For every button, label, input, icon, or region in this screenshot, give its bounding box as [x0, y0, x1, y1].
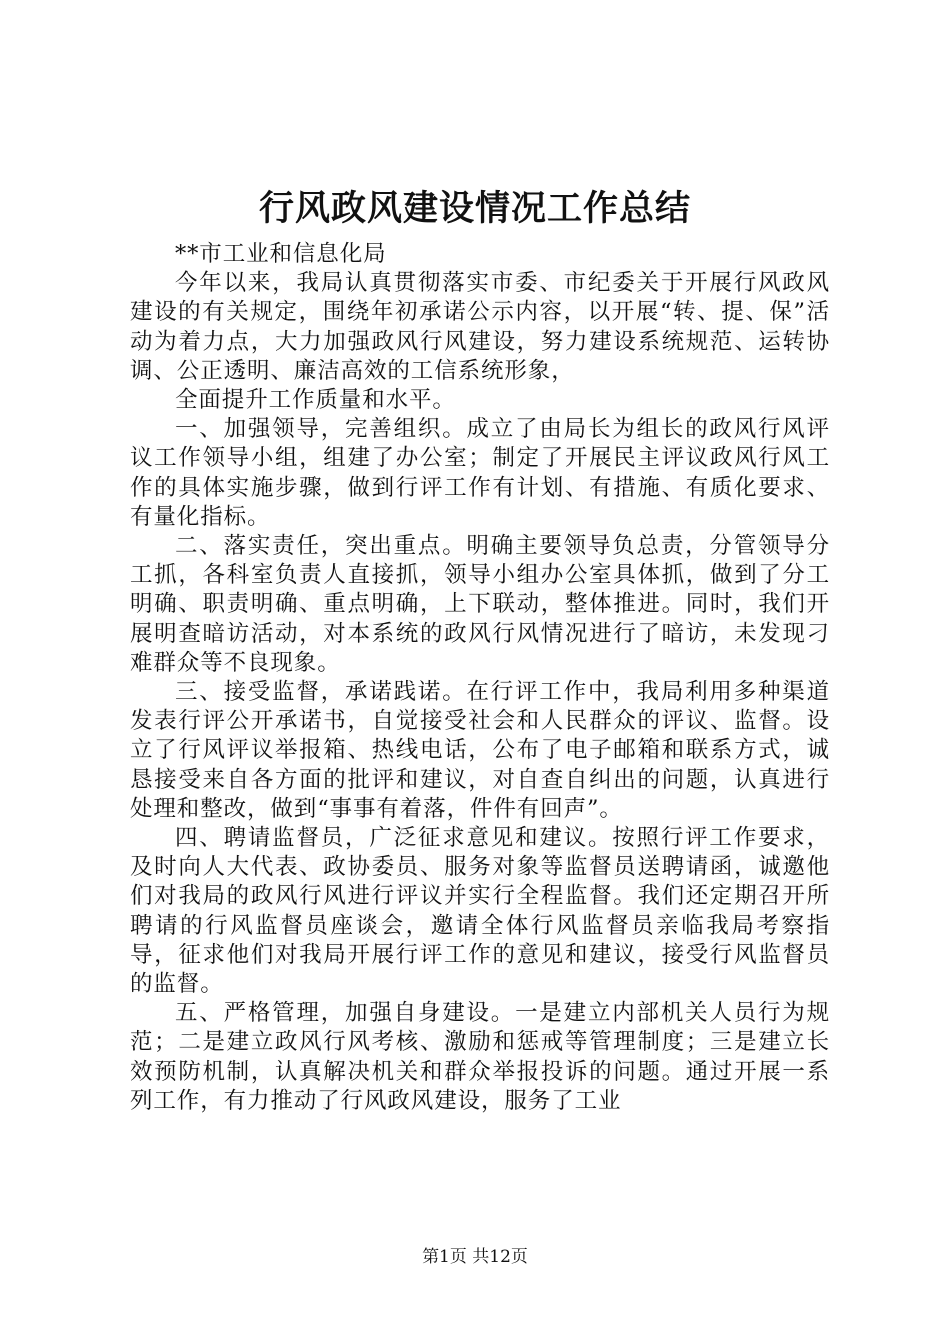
organization-line: **市工业和信息化局: [175, 241, 387, 267]
paragraph: 四、聘请监督员，广泛征求意见和建议。按照行评工作要求，及时向人大代表、政协委员、服务对象等监督员送聘请函，诚邀他们对我局的政风行风进行评议并实行全程监督。我们还定期召开所聘请的行风监督员座谈会，邀请全体行风监督员亲临我局考察指导，征求他们对我局开展行评工作的意见和建议，接受行风监督员的监督。: [130, 825, 830, 998]
document-title: 行风政风建设情况工作总结: [258, 188, 691, 229]
paragraph: 全面提升工作质量和水平。: [175, 387, 456, 414]
paragraph: 五、严格管理，加强自身建设。一是建立内部机关人员行为规范；二是建立政风行风考核、激励和惩戒等管理制度；三是建立长效预防机制，认真解决机关和群众举报投诉的问题。通过开展一系列工作，有力推动了行风政风建设，服务了工业: [130, 1000, 830, 1114]
page-footer: 第1页 共12页: [422, 1247, 528, 1267]
paragraph: 一、加强领导，完善组织。成立了由局长为组长的政风行风评议工作领导小组，组建了办公室；制定了开展民主评议政风行风工作的具体实施步骤，做到行评工作有计划、有措施、有质化要求、有量化指标。: [130, 416, 830, 530]
paragraph: 三、接受监督，承诺践诺。在行评工作中，我局利用多种渠道发表行评公开承诺书，自觉接受社会和人民群众的评议、监督。设立了行风评议举报箱、热线电话，公布了电子邮箱和联系方式，诚恳接受来自各方面的批评和建议，对自查自纠出的问题，认真进行处理和整改，做到“事事有着落，件件有回声”。: [130, 679, 830, 822]
paragraph: 今年以来，我局认真贯彻落实市委、市纪委关于开展行风政风建设的有关规定，围绕年初承诺公示内容，以开展“转、提、保”活动为着力点，大力加强政风行风建设，努力建设系统规范、运转协调、公正透明、廉洁高效的工信系统形象，: [130, 270, 830, 384]
paragraph: 二、落实责任，突出重点。明确主要领导负总责，分管领导分工抓，各科室负责人直接抓，领导小组办公室具体抓，做到了分工明确、职责明确、重点明确，上下联动，整体推进。同时，我们开展明查暗访活动，对本系统的政风行风情况进行了暗访，未发现刁难群众等不良现象。: [130, 533, 830, 676]
document-body: [130, 240, 830, 1116]
